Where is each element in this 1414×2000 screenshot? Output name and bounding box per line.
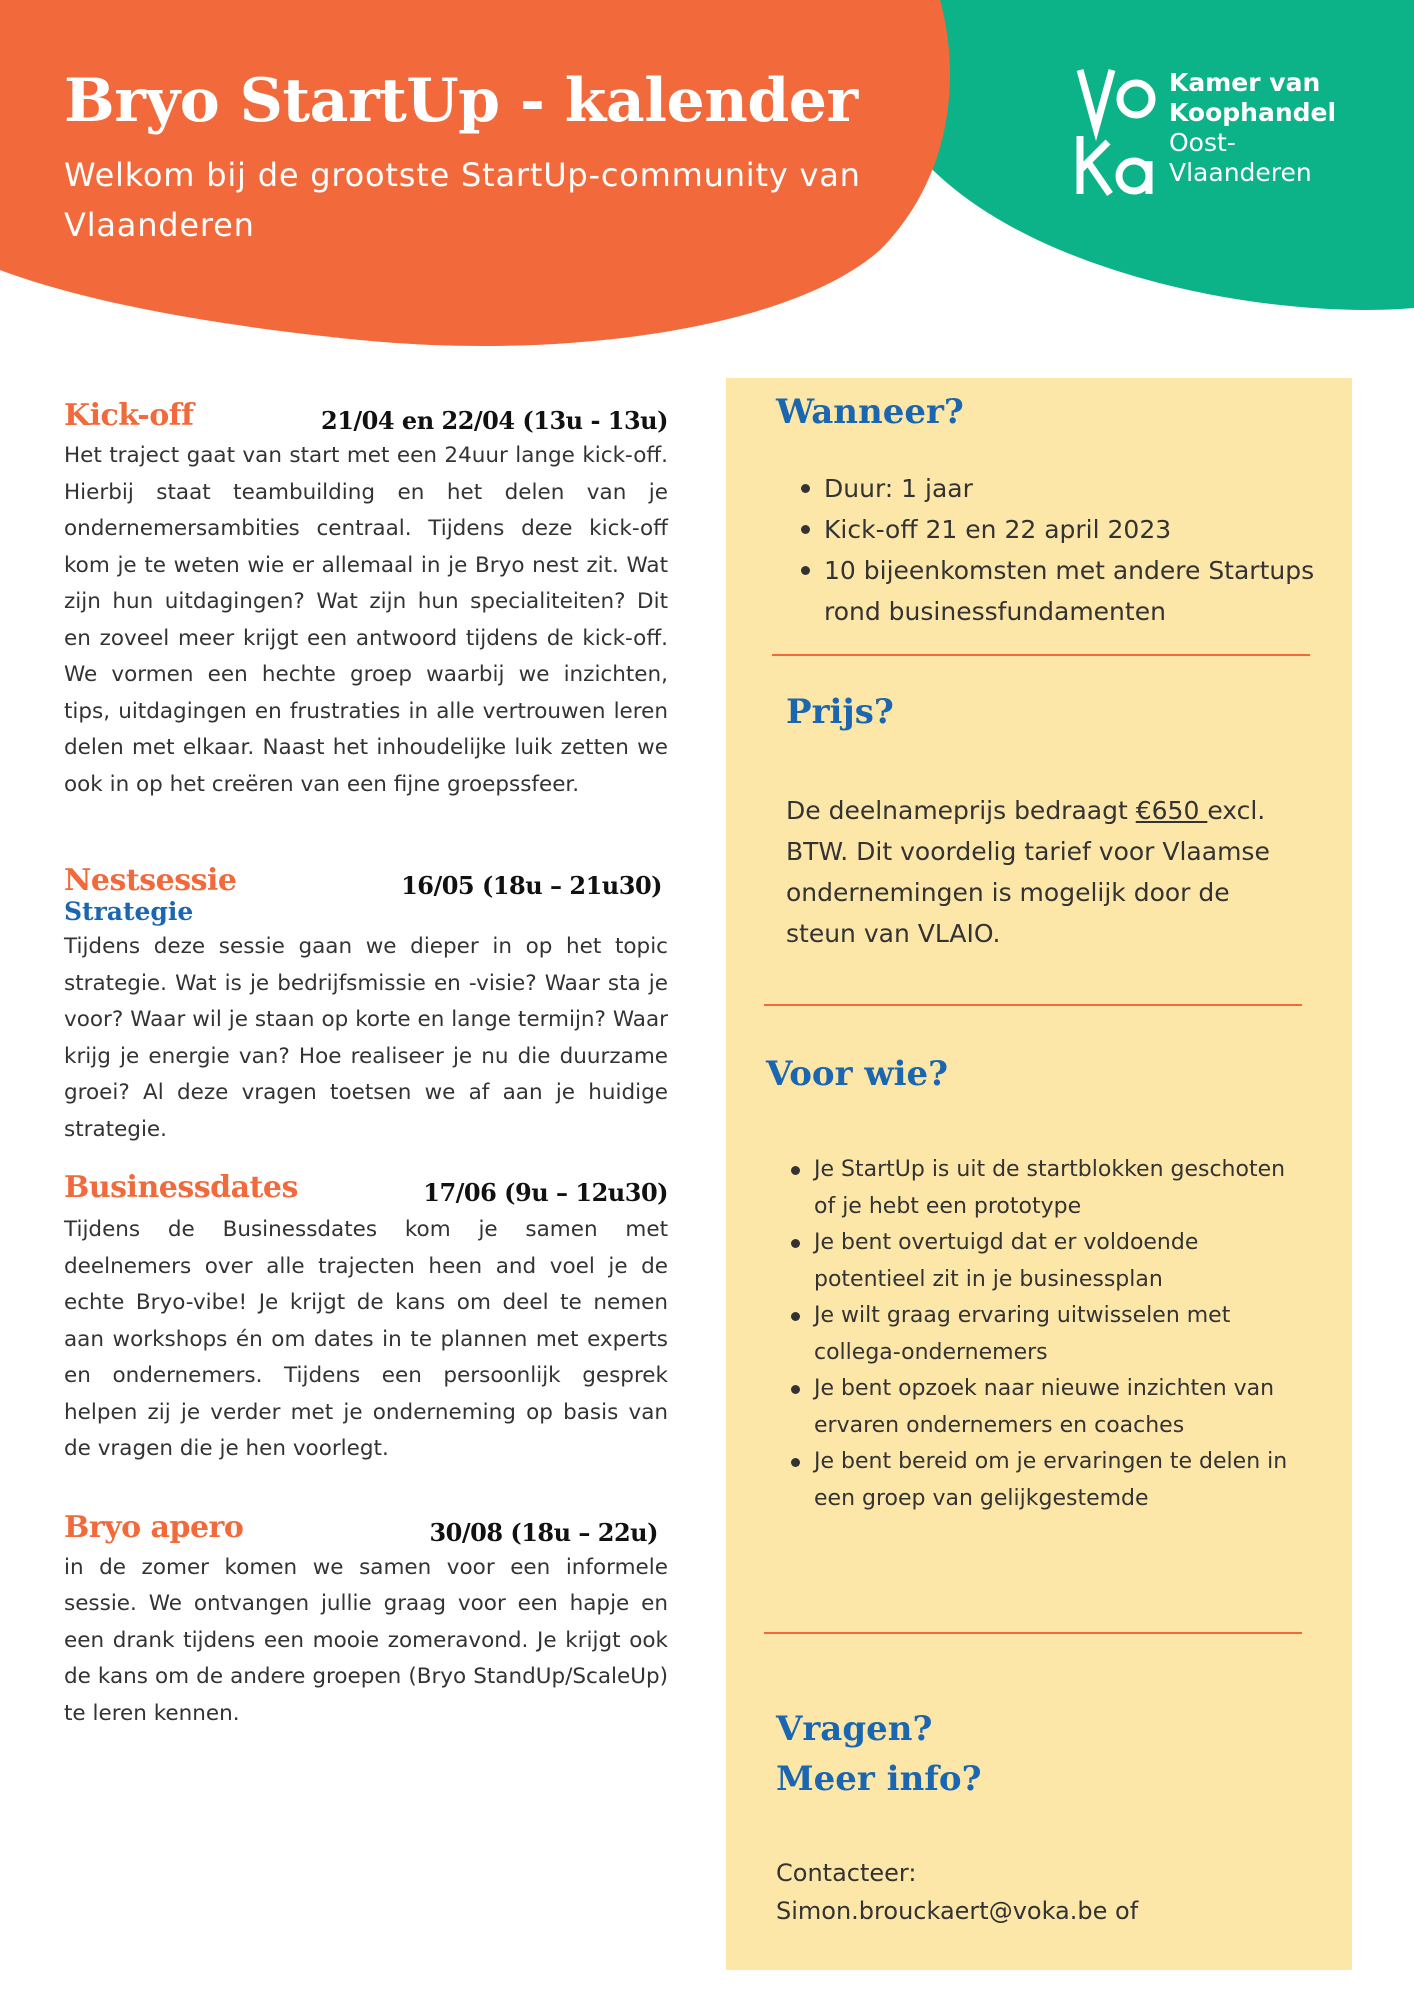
contact-email[interactable]: Simon.brouckaert@voka.be of bbox=[776, 1897, 1139, 1925]
divider bbox=[764, 1632, 1302, 1634]
section-body: Tijdens deze sessie gaan we dieper in op het topic strategie. Wat is je bedrijfsmissie en -visie? Waar sta je voor? Waar wil je staan op korte en lange termijn? Waar krijg je energie van? Hoe realiseer je nu die duurzame groei? Al deze vragen toetsen we af aan je huidige strategie. bbox=[64, 934, 668, 1142]
page-title: Bryo StartUp - kalender bbox=[64, 66, 858, 136]
list-item: Duur: 1 jaar bbox=[796, 468, 1316, 509]
section-body: in de zomer komen we samen voor een informele sessie. We ontvangen jullie graag voor een hapje en een drank tijdens een mooie zomeravond. Je krijgt ook de kans om de andere groepen (Bryo StandUp/ScaleUp) te leren kennen. bbox=[64, 1554, 668, 1726]
section-title: Businessdates bbox=[64, 1170, 298, 1205]
when-heading: Wanneer? bbox=[776, 392, 964, 432]
section-title: Nestsessie bbox=[64, 863, 237, 898]
price-heading: Prijs? bbox=[786, 692, 894, 732]
logo-line-2: Koophandel bbox=[1169, 98, 1337, 127]
list-item: 10 bijeenkomsten met andere Startups rond businessfundamenten bbox=[796, 550, 1316, 632]
divider bbox=[772, 654, 1310, 656]
when-list bbox=[796, 468, 1316, 632]
info-panel bbox=[726, 378, 1352, 1970]
price-text bbox=[786, 790, 1306, 954]
section-header bbox=[64, 1510, 668, 1550]
price-amount: €650 bbox=[1135, 796, 1208, 825]
logo-line-1: Kamer van bbox=[1169, 68, 1321, 97]
calendar-column bbox=[64, 398, 668, 1732]
section-nestsessie bbox=[64, 863, 668, 1148]
contact-heading-line-2: Meer info? bbox=[776, 1759, 982, 1799]
section-body: Tijdens de Businessdates kom je samen met deelnemers over alle trajecten heen and voel je de echte Bryo-vibe! Je krijgt de kans om deel te nemen aan workshops én om dates in te plannen met experts en ondernemers. Tijdens een persoonlijk gesprek helpen zij je verder met je onderneming op basis van de vragen die je hen voorlegt. bbox=[64, 1217, 668, 1461]
list-item: Je bent opzoek naar nieuwe inzichten van ervaren ondernemers en coaches bbox=[786, 1371, 1306, 1444]
list-item: Je wilt graag ervaring uitwisselen met collega-ondernemers bbox=[786, 1298, 1306, 1371]
who-list bbox=[786, 1152, 1306, 1517]
section-date: 16/05 (18u – 21u30) bbox=[401, 871, 662, 900]
section-date: 30/08 (18u – 22u) bbox=[429, 1517, 658, 1547]
section-title: Kick-off bbox=[64, 398, 194, 433]
section-bryo-apero bbox=[64, 1510, 668, 1733]
section-title: Bryo apero bbox=[64, 1509, 244, 1545]
section-businessdates bbox=[64, 1170, 668, 1468]
logo-wordmark bbox=[1169, 68, 1336, 188]
price-text-before: De deelnameprijs bedraagt bbox=[786, 796, 1136, 825]
logo-line-3: Oost- bbox=[1169, 128, 1236, 157]
section-kickoff bbox=[64, 398, 668, 803]
section-body: Het traject gaat van start met een 24uur lange kick-off. Hierbij staat teambuilding en het delen van je ondernemersambities centraal. Tijdens deze kick-off kom je te weten wie er allemaal in je Bryo nest zit. Wat zijn hun uitdagingen? Wat zijn hun specialiteiten? Dit en zoveel meer krijgt een antwoord tijdens de kick-off. We vormen een hechte groep waarbij we inzichten, tips, uitdagingen en frustraties in alle vertrouwen leren delen met elkaar. Naast het inhoudelijke luik zetten we ook in op het creëren van een fijne groepssfeer. bbox=[64, 443, 668, 797]
section-header bbox=[64, 1170, 668, 1210]
page-subtitle: Welkom bij de grootste StartUp-community van Vlaanderen bbox=[64, 156, 861, 244]
section-date: 17/06 (9u – 12u30) bbox=[423, 1178, 668, 1207]
list-item: Je bent bereid om je ervaringen te delen in een groep van gelijkgestemde bbox=[786, 1444, 1306, 1517]
section-date: 21/04 en 22/04 (13u - 13u) bbox=[321, 406, 668, 435]
price-text-after: excl. BTW. Dit voordelig tarief voor Vlaamse ondernemingen is mogelijk door de steun van VLAIO. bbox=[786, 796, 1270, 948]
contact-label: Contacteer: bbox=[776, 1859, 917, 1887]
contact-heading bbox=[776, 1704, 982, 1804]
list-item: Kick-off 21 en 22 april 2023 bbox=[796, 509, 1316, 550]
section-subtitle: Strategie bbox=[64, 897, 194, 926]
section-header bbox=[64, 863, 668, 933]
voka-logo bbox=[1076, 66, 1338, 198]
logo-line-4: Vlaanderen bbox=[1169, 158, 1312, 187]
contact-heading-line-1: Vragen? bbox=[776, 1709, 933, 1749]
who-heading: Voor wie? bbox=[766, 1054, 949, 1094]
voka-logo-mark bbox=[1076, 66, 1156, 198]
section-header bbox=[64, 398, 668, 438]
divider bbox=[764, 1004, 1302, 1006]
list-item: Je StartUp is uit de startblokken geschoten of je hebt een prototype bbox=[786, 1152, 1306, 1225]
list-item: Je bent overtuigd dat er voldoende potentieel zit in je businessplan bbox=[786, 1225, 1306, 1298]
